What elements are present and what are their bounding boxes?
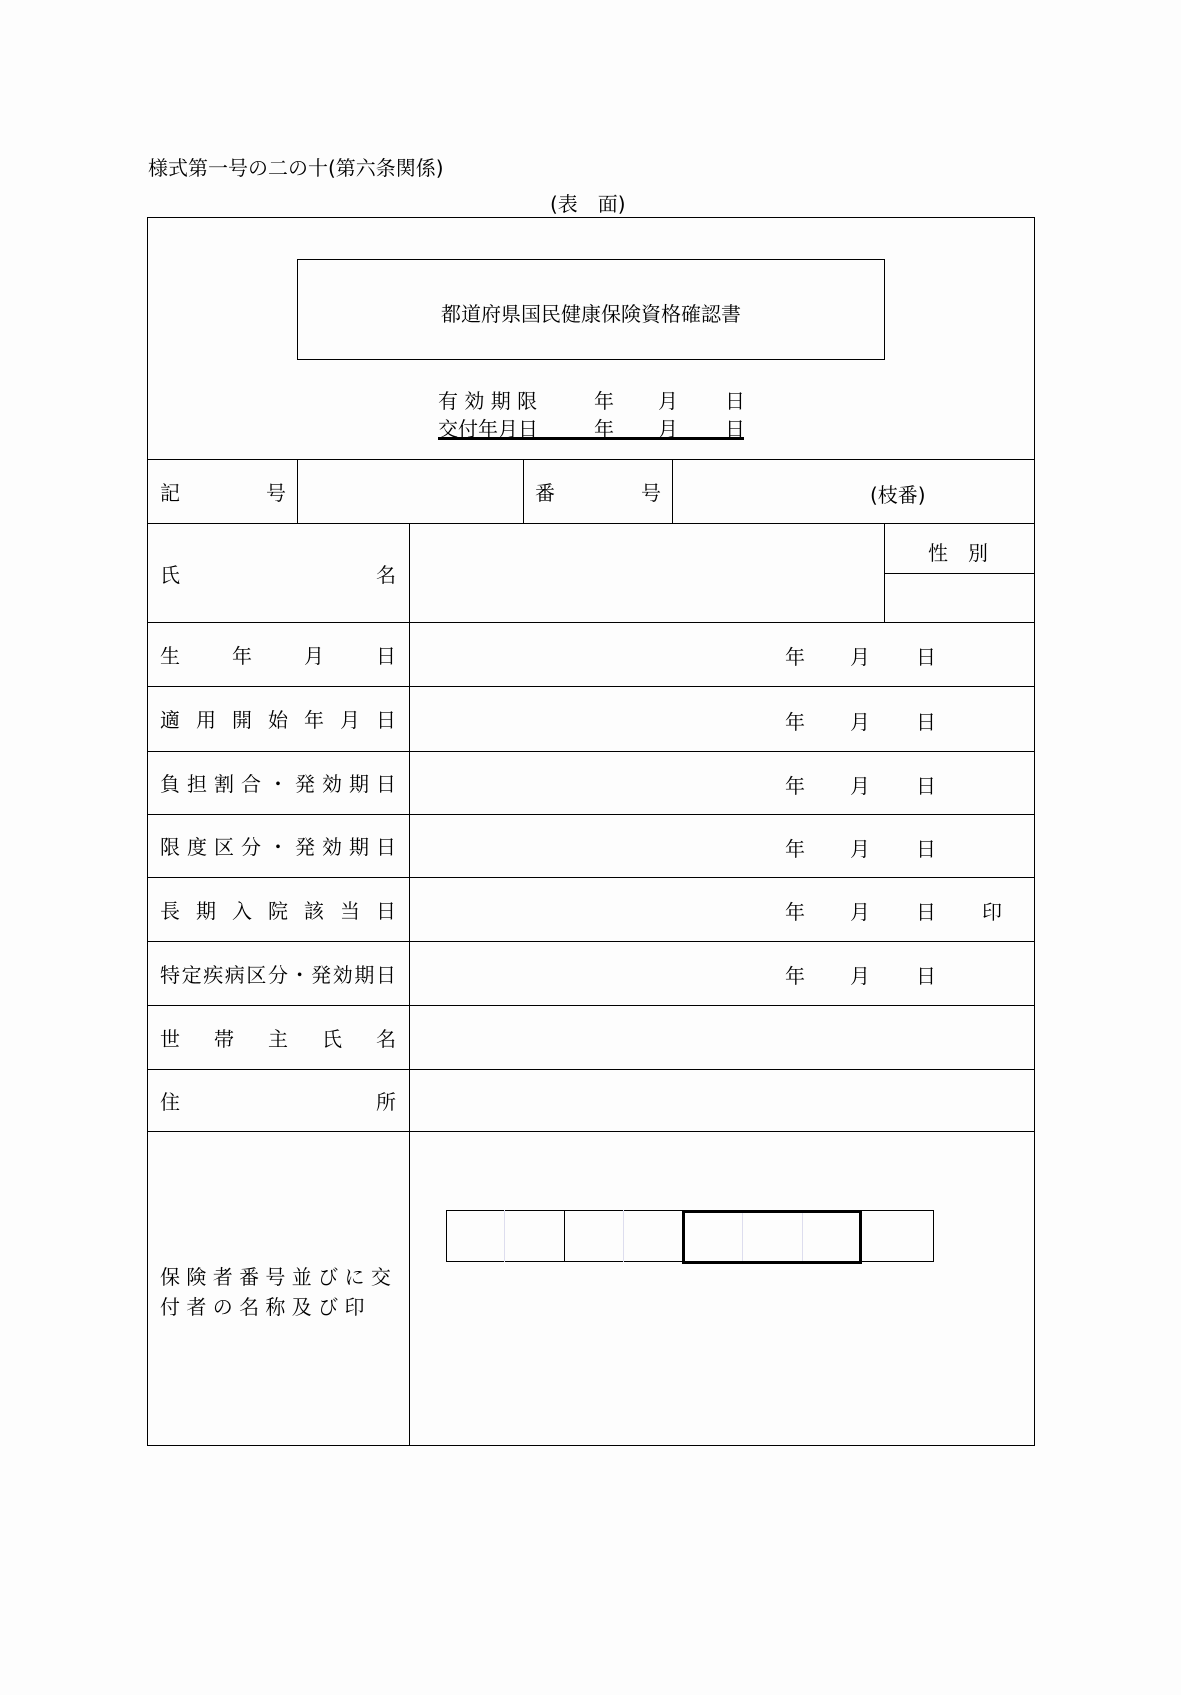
char: 号 — [641, 480, 661, 505]
char: 該 — [304, 898, 324, 923]
char: 区 — [214, 835, 234, 859]
digit-divider — [564, 1210, 565, 1262]
char: 号 — [266, 480, 286, 505]
char: 期 — [354, 962, 375, 987]
char: 日 — [376, 643, 396, 668]
issue-date-label: 交付年月日 — [438, 417, 538, 441]
char: 発 — [311, 962, 332, 987]
name-label — [160, 561, 396, 585]
char: 限 — [517, 389, 538, 413]
char: 適 — [160, 708, 180, 732]
date-unit-month: 月 — [850, 645, 870, 669]
char: 区 — [246, 962, 267, 987]
householder-label — [160, 1025, 396, 1049]
digit-divider — [742, 1213, 743, 1261]
date-unit-year: 年 — [785, 645, 805, 669]
char: 名 — [376, 1026, 396, 1051]
issue-date-underline — [438, 437, 744, 440]
date-unit-day: 日 — [916, 645, 936, 669]
date-unit-month: 月 — [850, 836, 870, 861]
char: 発 — [295, 772, 315, 796]
divider — [147, 751, 1035, 752]
insurer-label-line: 付 者 の 名 称 及 び 印 — [160, 1295, 365, 1319]
row-label — [160, 707, 396, 731]
issue-day: 日 — [725, 417, 745, 441]
char: 有 — [438, 389, 458, 413]
char: 効 — [322, 772, 342, 796]
char: 定 — [181, 962, 202, 987]
date-unit-year: 年 — [785, 773, 805, 798]
char: 日 — [375, 962, 396, 987]
side-label: (表 面) — [550, 192, 626, 216]
divider — [147, 814, 1035, 815]
char: 月 — [304, 643, 324, 668]
char: 日 — [376, 772, 396, 796]
validity-day: 日 — [725, 389, 745, 413]
char: 担 — [187, 772, 207, 796]
row-label — [160, 961, 396, 985]
digit-divider — [802, 1213, 803, 1261]
issue-year: 年 — [594, 417, 614, 441]
char: 月 — [340, 708, 360, 732]
divider — [147, 523, 1035, 524]
char: 度 — [187, 835, 207, 859]
char: 氏 — [322, 1026, 342, 1051]
divider — [672, 459, 673, 523]
char: 病 — [224, 962, 245, 987]
row-label — [160, 897, 396, 921]
char: 日 — [376, 898, 396, 923]
char: 期 — [349, 772, 369, 796]
char: 氏 — [160, 562, 180, 587]
sex-label: 性 別 — [928, 541, 988, 565]
char: 割 — [214, 772, 234, 796]
validity-year: 年 — [594, 389, 614, 413]
char: 負 — [160, 772, 180, 796]
divider — [884, 573, 1035, 574]
divider — [409, 523, 410, 1445]
char: 記 — [160, 480, 180, 505]
char: 効 — [322, 835, 342, 859]
date-unit-month: 月 — [850, 773, 870, 798]
char: 院 — [268, 898, 288, 923]
branch-number-label: (枝番) — [870, 483, 926, 507]
digit-divider — [623, 1210, 624, 1262]
char: ・ — [289, 962, 310, 987]
char: 疾 — [203, 962, 224, 987]
date-unit-seal: 印 — [982, 900, 1002, 924]
date-unit-year: 年 — [785, 964, 805, 988]
address-label — [160, 1088, 396, 1112]
insurer-label — [160, 1262, 391, 1322]
char: 日 — [376, 708, 396, 732]
date-unit-month: 月 — [850, 900, 870, 924]
char: 限 — [160, 835, 180, 859]
date-unit-day: 日 — [916, 709, 936, 734]
char: 年 — [232, 643, 252, 668]
char: 特 — [160, 962, 180, 987]
divider — [147, 1069, 1035, 1070]
char: 発 — [295, 835, 315, 859]
char: 期 — [349, 835, 369, 859]
validity-label — [438, 385, 537, 414]
symbol-label — [160, 479, 286, 503]
date-unit-day: 日 — [916, 964, 936, 988]
row-label — [160, 834, 396, 858]
char: 期 — [196, 898, 216, 923]
char: 期 — [490, 389, 511, 413]
date-unit-month: 月 — [850, 964, 870, 988]
char: 入 — [232, 898, 252, 923]
date-unit-day: 日 — [916, 900, 936, 924]
char: 世 — [160, 1026, 180, 1051]
char: 住 — [160, 1089, 180, 1114]
row-label — [160, 642, 396, 666]
date-unit-day: 日 — [916, 836, 936, 861]
char: ・ — [268, 835, 288, 859]
validity-month: 月 — [658, 389, 678, 413]
date-unit-month: 月 — [850, 709, 870, 734]
char: 帯 — [214, 1026, 234, 1051]
char: 所 — [376, 1089, 396, 1114]
char: 分 — [267, 962, 288, 987]
char: 開 — [232, 708, 252, 732]
divider — [147, 622, 1035, 623]
divider — [884, 523, 885, 622]
char: 始 — [268, 708, 288, 732]
number-label — [535, 479, 661, 503]
char: 番 — [535, 480, 555, 505]
date-unit-year: 年 — [785, 900, 805, 924]
insurer-label-line: 保 険 者 番 号 並 び に 交 — [160, 1265, 391, 1289]
divider — [147, 877, 1035, 878]
divider — [147, 459, 1035, 460]
date-unit-year: 年 — [785, 709, 805, 734]
divider — [523, 459, 524, 523]
char: 分 — [241, 835, 261, 859]
digit-divider — [504, 1210, 505, 1262]
char: 年 — [304, 708, 324, 732]
char: ・ — [268, 772, 288, 796]
form-title: 都道府県国民健康保険資格確認書 — [441, 302, 741, 326]
char: 用 — [196, 708, 216, 732]
char: 主 — [268, 1026, 288, 1051]
char: 効 — [332, 962, 353, 987]
char: 名 — [376, 562, 396, 587]
divider — [147, 686, 1035, 687]
divider — [147, 941, 1035, 942]
char: 生 — [160, 643, 180, 668]
form-number: 様式第一号の二の十(第六条関係) — [148, 156, 444, 180]
char: 当 — [340, 898, 360, 923]
date-unit-day: 日 — [916, 773, 936, 798]
divider — [147, 1005, 1035, 1006]
row-label — [160, 771, 396, 795]
insurer-number-highlight-box — [682, 1210, 862, 1264]
char: 日 — [376, 835, 396, 859]
divider — [147, 1131, 1035, 1132]
char: 効 — [464, 389, 485, 413]
char: 合 — [241, 772, 261, 796]
char: 長 — [160, 898, 180, 923]
date-unit-year: 年 — [785, 836, 805, 861]
divider — [297, 459, 298, 523]
issue-month: 月 — [658, 417, 678, 441]
